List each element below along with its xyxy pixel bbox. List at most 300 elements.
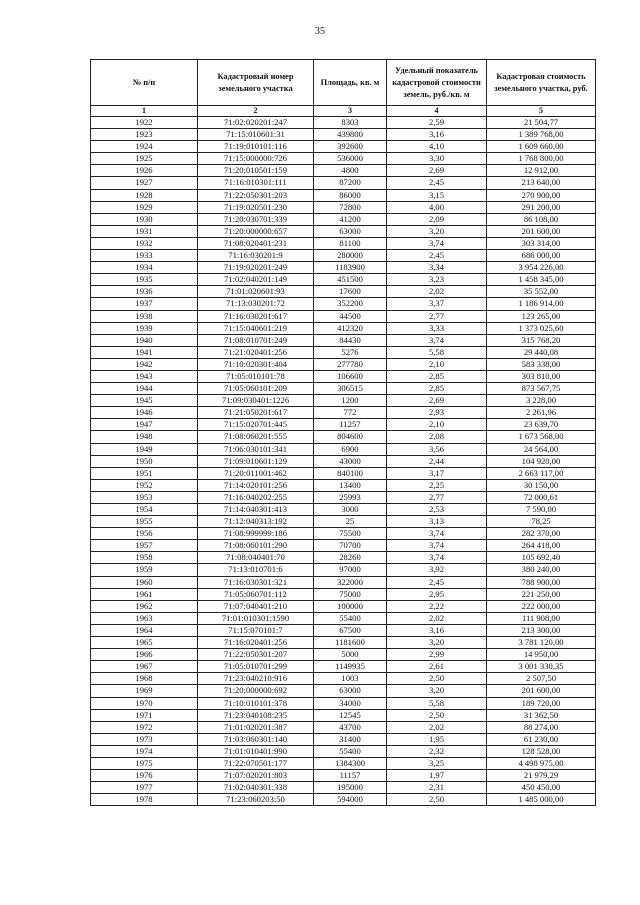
cadastral-value: 7 590,00	[487, 504, 596, 516]
table-row	[91, 322, 596, 334]
unit-value: 2,93	[387, 407, 487, 419]
header-cadastral-value: Кадастровая стоимость земельного участка, руб.	[487, 60, 596, 106]
cadastral-number: 71:02:040301:338	[198, 782, 314, 794]
table-row	[91, 431, 596, 443]
cadastral-value: 78,25	[487, 516, 596, 528]
unit-value: 2,02	[387, 612, 487, 624]
cadastral-number: 71:05:060101:209	[198, 383, 314, 395]
unit-value: 2,85	[387, 370, 487, 382]
table-row	[91, 745, 596, 757]
cadastral-value: 3 954 226,00	[487, 262, 596, 274]
table-row	[91, 709, 596, 721]
cadastral-number: 71:16:030201:9	[198, 250, 314, 262]
row-number: 1929	[91, 201, 198, 213]
table-row	[91, 141, 596, 153]
table-row	[91, 346, 596, 358]
table-row	[91, 782, 596, 794]
area: 63000	[314, 225, 387, 237]
cadastral-number: 71:05:010701:299	[198, 661, 314, 673]
area: 13400	[314, 479, 387, 491]
unit-value: 5,58	[387, 697, 487, 709]
cadastral-number: 71:01:010301:1590	[198, 612, 314, 624]
area: 67500	[314, 624, 387, 636]
cadastral-number: 71:13:030201:72	[198, 298, 314, 310]
table-row	[91, 685, 596, 697]
unit-value: 2,02	[387, 721, 487, 733]
unit-value: 3,92	[387, 564, 487, 576]
unit-value: 3,20	[387, 225, 487, 237]
cadastral-number: 71:15:070101:7	[198, 624, 314, 636]
row-number: 1965	[91, 637, 198, 649]
cadastral-value-table	[90, 59, 596, 806]
unit-value: 2,69	[387, 165, 487, 177]
area: 8303	[314, 117, 387, 129]
unit-value: 2,50	[387, 709, 487, 721]
cadastral-number: 71:16:020401:256	[198, 637, 314, 649]
cadastral-value: 61 230,00	[487, 733, 596, 745]
cadastral-number: 71:08:999999:186	[198, 528, 314, 540]
unit-value: 2,25	[387, 479, 487, 491]
cadastral-number: 71:14:040301:413	[198, 504, 314, 516]
row-number: 1951	[91, 467, 198, 479]
row-number: 1923	[91, 129, 198, 141]
table-row	[91, 757, 596, 769]
cadastral-number: 71:08:060201:555	[198, 431, 314, 443]
cadastral-number: 71:08:020401:231	[198, 237, 314, 249]
table-row	[91, 153, 596, 165]
area: 804600	[314, 431, 387, 443]
area: 81100	[314, 237, 387, 249]
cadastral-value: 221 250,00	[487, 588, 596, 600]
row-number: 1943	[91, 370, 198, 382]
row-number: 1956	[91, 528, 198, 540]
area: 12545	[314, 709, 387, 721]
cadastral-value: 201 600,00	[487, 225, 596, 237]
unit-value: 2,85	[387, 383, 487, 395]
table-row	[91, 407, 596, 419]
cadastral-value: 213 640,00	[487, 177, 596, 189]
unit-value: 2,10	[387, 419, 487, 431]
cadastral-value: 303 810,00	[487, 370, 596, 382]
table-row	[91, 770, 596, 782]
cadastral-value: 189 720,00	[487, 697, 596, 709]
cadastral-value: 128 528,00	[487, 745, 596, 757]
cadastral-number: 71:07:020201:803	[198, 770, 314, 782]
cadastral-value: 2 261,96	[487, 407, 596, 419]
unit-value: 3,34	[387, 262, 487, 274]
cadastral-value: 21 979,29	[487, 770, 596, 782]
row-number: 1970	[91, 697, 198, 709]
cadastral-value: 24 564,00	[487, 443, 596, 455]
cadastral-number: 71:16:030201:617	[198, 310, 314, 322]
area: 1181600	[314, 637, 387, 649]
table-row	[91, 504, 596, 516]
row-number: 1967	[91, 661, 198, 673]
table-row	[91, 286, 596, 298]
row-number: 1975	[91, 757, 198, 769]
row-number: 1961	[91, 588, 198, 600]
unit-value: 5,58	[387, 346, 487, 358]
area: 84430	[314, 334, 387, 346]
row-number: 1976	[91, 770, 198, 782]
unit-value: 2,59	[387, 117, 487, 129]
cadastral-value: 111 908,00	[487, 612, 596, 624]
cadastral-number: 71:08:040401:70	[198, 552, 314, 564]
area: 75000	[314, 588, 387, 600]
cadastral-number: 71:10:020301:404	[198, 358, 314, 370]
table-body	[91, 117, 596, 806]
area: 44500	[314, 310, 387, 322]
area: 28260	[314, 552, 387, 564]
cadastral-number: 71:13:010701:6	[198, 564, 314, 576]
header-area: Площадь, кв. м	[314, 60, 387, 106]
cadastral-number: 71:16:010301:111	[198, 177, 314, 189]
cadastral-value: 12 912,00	[487, 165, 596, 177]
unit-value: 2,45	[387, 576, 487, 588]
table-row	[91, 479, 596, 491]
row-number: 1964	[91, 624, 198, 636]
cadastral-value: 873 567,75	[487, 383, 596, 395]
cadastral-value: 2 507,50	[487, 673, 596, 685]
cadastral-number: 71:15:000000:726	[198, 153, 314, 165]
cadastral-number: 71:20:011001:462	[198, 467, 314, 479]
unit-value: 3,74	[387, 334, 487, 346]
row-number: 1931	[91, 225, 198, 237]
cadastral-value: 1 389 768,00	[487, 129, 596, 141]
area: 75500	[314, 528, 387, 540]
row-number: 1955	[91, 516, 198, 528]
cadastral-value: 35 552,00	[487, 286, 596, 298]
cadastral-number: 71:01:020201:387	[198, 721, 314, 733]
cadastral-value: 23 639,70	[487, 419, 596, 431]
row-number: 1958	[91, 552, 198, 564]
cadastral-value: 2 663 117,00	[487, 467, 596, 479]
unit-value: 3,74	[387, 552, 487, 564]
unit-value: 2,22	[387, 600, 487, 612]
row-number: 1935	[91, 274, 198, 286]
column-number: 1	[91, 106, 198, 117]
area: 43700	[314, 721, 387, 733]
unit-value: 4,00	[387, 201, 487, 213]
cadastral-number: 71:23:060203:50	[198, 794, 314, 806]
table-row	[91, 624, 596, 636]
cadastral-value: 4 498 975,00	[487, 757, 596, 769]
row-number: 1946	[91, 407, 198, 419]
unit-value: 3,33	[387, 322, 487, 334]
cadastral-number: 71:08:060101:290	[198, 540, 314, 552]
unit-value: 2,53	[387, 504, 487, 516]
table-row	[91, 237, 596, 249]
table-row	[91, 419, 596, 431]
area: 31400	[314, 733, 387, 745]
area: 840100	[314, 467, 387, 479]
area: 322000	[314, 576, 387, 588]
unit-value: 1,97	[387, 770, 487, 782]
table-row	[91, 298, 596, 310]
row-number: 1934	[91, 262, 198, 274]
cadastral-value: 31 362,50	[487, 709, 596, 721]
row-number: 1950	[91, 455, 198, 467]
area: 772	[314, 407, 387, 419]
cadastral-value: 123 265,00	[487, 310, 596, 322]
area: 87200	[314, 177, 387, 189]
area: 277780	[314, 358, 387, 370]
cadastral-value: 88 274,00	[487, 721, 596, 733]
area: 280000	[314, 250, 387, 262]
table-row	[91, 262, 596, 274]
area: 86000	[314, 189, 387, 201]
table-row	[91, 225, 596, 237]
column-number: 3	[314, 106, 387, 117]
area: 5000	[314, 649, 387, 661]
cadastral-value: 1 186 914,00	[487, 298, 596, 310]
unit-value: 3,30	[387, 153, 487, 165]
unit-value: 2,77	[387, 310, 487, 322]
unit-value: 2,50	[387, 794, 487, 806]
cadastral-number: 71:14:020101:256	[198, 479, 314, 491]
cadastral-number: 71:07:040401:210	[198, 600, 314, 612]
row-number: 1925	[91, 153, 198, 165]
row-number: 1954	[91, 504, 198, 516]
cadastral-number: 71:10:010101:378	[198, 697, 314, 709]
cadastral-number: 71:23:040108:235	[198, 709, 314, 721]
row-number: 1928	[91, 189, 198, 201]
row-number: 1924	[91, 141, 198, 153]
table-row	[91, 443, 596, 455]
cadastral-number: 71:08:010701:249	[198, 334, 314, 346]
unit-value: 2,77	[387, 491, 487, 503]
area: 1384300	[314, 757, 387, 769]
column-number: 2	[198, 106, 314, 117]
row-number: 1969	[91, 685, 198, 697]
area: 439800	[314, 129, 387, 141]
unit-value: 2,99	[387, 649, 487, 661]
cadastral-number: 71:19:020201:249	[198, 262, 314, 274]
area: 536000	[314, 153, 387, 165]
cadastral-number: 71:02:020201:247	[198, 117, 314, 129]
area: 25993	[314, 491, 387, 503]
row-number: 1937	[91, 298, 198, 310]
unit-value: 3,74	[387, 540, 487, 552]
table-row	[91, 274, 596, 286]
row-number: 1977	[91, 782, 198, 794]
table-row	[91, 310, 596, 322]
table-row	[91, 455, 596, 467]
unit-value: 3,23	[387, 274, 487, 286]
row-number: 1953	[91, 491, 198, 503]
area: 1149935	[314, 661, 387, 673]
row-number: 1941	[91, 346, 198, 358]
table-row	[91, 794, 596, 806]
area: 11157	[314, 770, 387, 782]
table-row	[91, 213, 596, 225]
cadastral-number: 71:05:060701:112	[198, 588, 314, 600]
row-number: 1957	[91, 540, 198, 552]
row-number: 1948	[91, 431, 198, 443]
unit-value: 3,15	[387, 189, 487, 201]
cadastral-number: 71:19:010101:116	[198, 141, 314, 153]
area: 4800	[314, 165, 387, 177]
area: 1183900	[314, 262, 387, 274]
cadastral-number: 71:09:030401:1226	[198, 395, 314, 407]
area: 11257	[314, 419, 387, 431]
row-number: 1927	[91, 177, 198, 189]
cadastral-value: 86 108,00	[487, 213, 596, 225]
unit-value: 3,20	[387, 637, 487, 649]
row-number: 1974	[91, 745, 198, 757]
row-number: 1936	[91, 286, 198, 298]
cadastral-number: 71:01:010401:990	[198, 745, 314, 757]
row-number: 1960	[91, 576, 198, 588]
table-row	[91, 129, 596, 141]
table-row	[91, 334, 596, 346]
column-number: 5	[487, 106, 596, 117]
table-row	[91, 250, 596, 262]
cadastral-number: 71:15:040601:219	[198, 322, 314, 334]
cadastral-number: 71:23:040210:916	[198, 673, 314, 685]
area: 63000	[314, 685, 387, 697]
area: 306515	[314, 383, 387, 395]
table-row	[91, 467, 596, 479]
area: 451500	[314, 274, 387, 286]
cadastral-value: 1 673 568,00	[487, 431, 596, 443]
row-number: 1933	[91, 250, 198, 262]
table-row	[91, 117, 596, 129]
area: 6900	[314, 443, 387, 455]
table-row	[91, 564, 596, 576]
unit-value: 3,16	[387, 624, 487, 636]
header-unit-value: Удельный показатель кадастровой стоимости земель, руб./кв. м	[387, 60, 487, 106]
area: 55400	[314, 745, 387, 757]
table-row	[91, 697, 596, 709]
area: 25	[314, 516, 387, 528]
table-row	[91, 588, 596, 600]
cadastral-value: 14 950,00	[487, 649, 596, 661]
table-header-row	[91, 60, 596, 106]
cadastral-number: 71:12:040313:192	[198, 516, 314, 528]
table-row	[91, 528, 596, 540]
table-row	[91, 600, 596, 612]
cadastral-number: 71:01:020601:93	[198, 286, 314, 298]
table-row	[91, 383, 596, 395]
cadastral-value: 686 000,00	[487, 250, 596, 262]
unit-value: 2,50	[387, 673, 487, 685]
cadastral-number: 71:03:060301:140	[198, 733, 314, 745]
cadastral-number: 71:22:050301:207	[198, 649, 314, 661]
table-row	[91, 661, 596, 673]
unit-value: 3,74	[387, 237, 487, 249]
table-row	[91, 552, 596, 564]
cadastral-value: 788 900,00	[487, 576, 596, 588]
area: 195000	[314, 782, 387, 794]
row-number: 1963	[91, 612, 198, 624]
table-row	[91, 370, 596, 382]
cadastral-value: 1 609 660,00	[487, 141, 596, 153]
area: 1200	[314, 395, 387, 407]
cadastral-value: 72 000,61	[487, 491, 596, 503]
table-row	[91, 165, 596, 177]
unit-value: 2,31	[387, 782, 487, 794]
table-row	[91, 673, 596, 685]
cadastral-number: 71:21:050201:617	[198, 407, 314, 419]
table-row	[91, 177, 596, 189]
cadastral-value: 29 440,08	[487, 346, 596, 358]
area: 412320	[314, 322, 387, 334]
unit-value: 2,69	[387, 395, 487, 407]
cadastral-value: 303 314,00	[487, 237, 596, 249]
cadastral-value: 222 000,00	[487, 600, 596, 612]
unit-value: 2,09	[387, 213, 487, 225]
cadastral-value: 3 001 330,35	[487, 661, 596, 673]
area: 43000	[314, 455, 387, 467]
cadastral-value: 3 228,00	[487, 395, 596, 407]
area: 70700	[314, 540, 387, 552]
cadastral-value: 450 450,00	[487, 782, 596, 794]
unit-value: 3,20	[387, 685, 487, 697]
cadastral-value: 201 600,00	[487, 685, 596, 697]
row-number: 1940	[91, 334, 198, 346]
area: 106600	[314, 370, 387, 382]
cadastral-value: 583 338,00	[487, 358, 596, 370]
unit-value: 2,08	[387, 431, 487, 443]
unit-value: 2,45	[387, 177, 487, 189]
row-number: 1973	[91, 733, 198, 745]
row-number: 1945	[91, 395, 198, 407]
row-number: 1949	[91, 443, 198, 455]
cadastral-value: 1 768 800,00	[487, 153, 596, 165]
cadastral-number: 71:15:020701:445	[198, 419, 314, 431]
area: 55400	[314, 612, 387, 624]
unit-value: 3,25	[387, 757, 487, 769]
cadastral-value: 315 768,20	[487, 334, 596, 346]
cadastral-number: 71:09:010601:129	[198, 455, 314, 467]
unit-value: 3,56	[387, 443, 487, 455]
cadastral-number: 71:16:040202:255	[198, 491, 314, 503]
table-row	[91, 540, 596, 552]
cadastral-number: 71:05:010101:78	[198, 370, 314, 382]
unit-value: 3,74	[387, 528, 487, 540]
cadastral-number: 71:20:030701:339	[198, 213, 314, 225]
table-row	[91, 358, 596, 370]
row-number: 1978	[91, 794, 198, 806]
cadastral-value: 213 300,00	[487, 624, 596, 636]
cadastral-value: 1 485 000,00	[487, 794, 596, 806]
cadastral-number: 71:22:050301:203	[198, 189, 314, 201]
unit-value: 2,32	[387, 745, 487, 757]
cadastral-value: 264 418,00	[487, 540, 596, 552]
cadastral-number: 71:06:030101:341	[198, 443, 314, 455]
unit-value: 3,37	[387, 298, 487, 310]
column-number: 4	[387, 106, 487, 117]
row-number: 1947	[91, 419, 198, 431]
cadastral-number: 71:19:020501:230	[198, 201, 314, 213]
unit-value: 2,45	[387, 250, 487, 262]
cadastral-number: 71:02:040201:149	[198, 274, 314, 286]
unit-value: 4,10	[387, 141, 487, 153]
table-row	[91, 612, 596, 624]
area: 352200	[314, 298, 387, 310]
row-number: 1952	[91, 479, 198, 491]
row-number: 1922	[91, 117, 198, 129]
cadastral-value: 3 781 120,00	[487, 637, 596, 649]
row-number: 1972	[91, 721, 198, 733]
column-number-row	[91, 106, 596, 117]
row-number: 1932	[91, 237, 198, 249]
unit-value: 3,17	[387, 467, 487, 479]
row-number: 1938	[91, 310, 198, 322]
row-number: 1959	[91, 564, 198, 576]
row-number: 1939	[91, 322, 198, 334]
